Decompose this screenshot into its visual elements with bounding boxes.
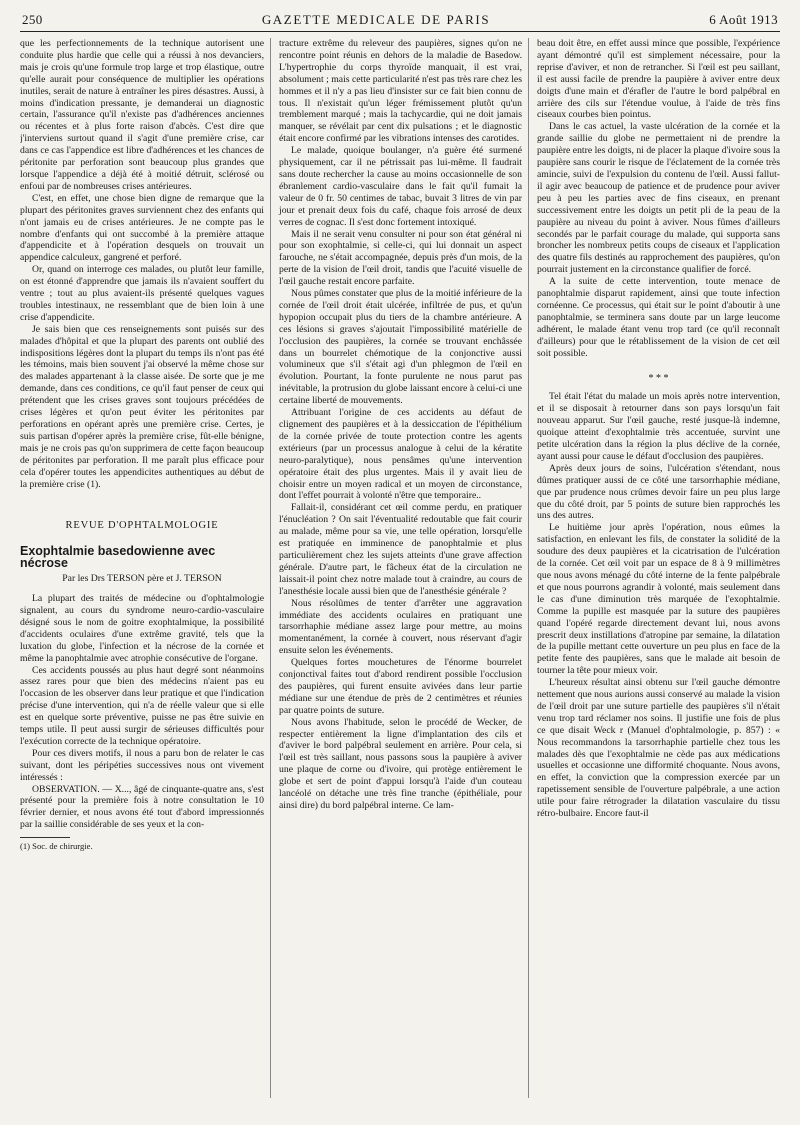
paragraph: Le huitième jour après l'opération, nous eûmes la satisfaction, en enlevant les fils, de constater la solidité de la soudure des deux paupières et la cicatrisation de l'ulcération de la cornée. Cet œil voit par un espace de 8 à 9 millimètres que nous avons ménagé du côté interne de la fente palpébrale et que nous pourrons agrandir à volonté, mais seulement dans le cas d'une diminution très marquée de l'exophtalmie. Comme la pupille est masquée par la suture des paupières quand l'opéré regarde directement devant lui, nous avons prescrit deux instillations d'atropine par semaine, la dilatation de la pupille mettant cette ouverture un peu plus en face de la petite fente des paupières, sans que le malade ait besoin de tourner la tête pour mieux voir. [537, 522, 780, 677]
paragraph: Mais il ne serait venu consulter ni pour son état général ni pour son exophtalmie, si celle-ci, qui lui donnait un aspect farouche, ne s'était accompagnée, depuis près d'un mois, de la perte de la vision de l'œil droit, tandis que l'acuité visuelle de l'œil gauche restait encore parfaite. [279, 228, 522, 288]
page-number: 250 [22, 12, 43, 27]
paragraph: Attribuant l'origine de ces accidents au défaut de clignement des paupières et à la dessiccation de l'épithélium de la cornée privée de toute protection contre les agents extérieurs (par un processus analogue à celui de la kératite neuro-paralytique), nous pensâmes qu'une intervention opératoire était des plus urgentes. Mais il y avait lieu de choisir entre un moyen radical et un moyen de circonstance, dont l'effet pourrait à volonté n'être que temporaire.. [279, 407, 522, 502]
paragraph: Or, quand on interroge ces malades, ou plutôt leur famille, on est étonné d'apprendre que jamais ils n'avaient souffert du ventre ; tout au plus avaient-ils présenté quelques vagues troubles intestinaux, ne ressemblant que de bien loin à une crise d'appendicite. [20, 264, 264, 323]
paragraph: OBSERVATION. — X..., âgé de cinquante-quatre ans, s'est présenté pour la première fois à notre consultation le 10 février dernier, et nous avons été tout d'abord impressionnés par la saillie considérable de ses yeux et la con- [20, 783, 264, 831]
paragraph: Pour ces divers motifs, il nous a paru bon de relater le cas suivant, dont les péripéties successives nous ont vivement intéressés : [20, 747, 264, 783]
section-separator: * * * [648, 373, 669, 385]
journal-title: GAZETTE MEDICALE DE PARIS [261, 12, 491, 27]
paragraph: C'est, en effet, une chose bien digne de remarque que la plupart des péritonites graves surviennent chez des enfants qui n'ont jamais eu de crises antérieures. Je ne compte pas le nombre d'enfants qui ont succombé à la première attaque d'appendicite et à l'opération desquels on trouvait un appendice calculeux, gangrené et perforé. [20, 192, 264, 264]
footnote-divider [20, 837, 70, 838]
paragraph: tracture extrême du releveur des paupières, signes qu'on ne rencontre point réunis en dehors de la maladie de Basedow. L'hypertrophie du corps thyroïde manquait, il est vrai, absolument ; mais cette particularité n'est pas très rare chez les hommes et il n'y a pas lieu d'insister sur ce fait bien connu de tous. Il n'existait qu'un léger frémissement plutôt qu'un tremblement marqué ; mais la tachycardie, qui ne doit jamais manquer, se révélait par cent dix pulsations ; et le diagnostic était encore confirmé par les vibrations intenses des carotides. [279, 38, 522, 145]
paragraph: A la suite de cette intervention, toute menace de panophtalmie disparut rapidement, ainsi que toute infection cornéenne. Ce processus, qui était sur le point d'aboutir à une panophtalmie, se terminera sans doute par un large leucome adhérent, le malade étant venu trop tard (ce qu'il reconnaît d'ailleurs) pour que le rétablissement de la vision de cet œil soit possible. [537, 276, 780, 359]
article-authors: Par les Drs TERSON père et J. TERSON [62, 573, 222, 585]
column-2 [270, 38, 522, 1098]
paragraph: Fallait-il, considérant cet œil comme perdu, en pratiquer l'énucléation ? On sait l'éventualité redoutable que fait courir au malade, même pour sa vie, une telle opération, lorsqu'elle est pratiquée en imminence de panophtalmie et plus particulièrement chez les sujets atteints d'une grave affection générale. D'autre part, le fâcheux état de la circulation ne laissait-il point chez notre malade tout à craindre, au cours de l'anesthésie locale aussi bien que de l'anesthésie générale ? [279, 502, 522, 597]
running-head [20, 12, 780, 32]
column-3 [528, 38, 780, 1098]
paragraph: Quelques fortes mouchetures de l'énorme bourrelet conjonctival faites tout d'abord rendirent possible l'occlusion des paupières, qui furent ensuite avivées dans leur partie médiane sur une étendue de près de 2 centimètres et réunies par quatre points de suture. [279, 657, 522, 716]
paragraph: que les perfectionnements de la technique autorisent une conduite plus hardie que celle qui a réussi à nos devanciers, mais je crois qu'une formule trop large et trop élastique, outre qu'elle aurait pour conséquence de multiplier les opérations inutiles, serait de nature à entraîner les pires désastres. Aussi, à moins d'indication pressante, je demanderai un diagnostic certain, l'assurance qu'il n'existe pas d'adhérences anciennes ou récentes et à plus forte raison d'abcès. C'est dire que j'interviens surtout quand il s'agit d'une première crise, car dans ce cas l'appendice est libre d'adhérences et les chances de péritonite par perforation sont beaucoup plus grandes que lorsque l'appendice a déjà été à moitié détruit, sclérosé ou enfoui par de nombreuses crises antérieures. [20, 38, 264, 192]
paragraph: Le malade, quoique boulanger, n'a guère été surmené physiquement, car il ne pétrissait pas lui-même. Il faudrait sans doute rechercher la cause au moins occasionnelle de son ébranlement cardio-vasculaire dans le fait qu'il fumait la valeur de 0 fr. 50 centimes de tabac, buvait 3 litres de vin par jour et prenait deux fois du café, chaque fois arrosé de deux verres de cognac. Il s'est donc fortement intoxiqué. [279, 145, 522, 228]
paragraph: Nous résolûmes de tenter d'arrêter une aggravation immédiate des accidents oculaires en pratiquant une tarsorrhaphie médiane assez large pour mettre, au moins momentanément, la cornée à couvert, nous réservant d'agir ensuite selon les événements. [279, 597, 522, 657]
footnote: (1) Soc. de chirurgie. [20, 841, 93, 852]
paragraph: Nous avons l'habitude, selon le procédé de Wecker, de respecter entièrement la ligne d'implantation des cils et d'aviver le bord palpébral seulement en arrière. Pour cela, si l'œil est très saillant, nous passons sous la paupière à aviver une plaque de corne ou d'ivoire, qui protège entièrement le globe et sert de point d'appui lorsqu'à l'aide d'un couteau lancéolé on détache une très fine tranche (épithéliale, pour ainsi dire) du bord palpébral interne. Ce lam- [279, 716, 522, 811]
paragraph: beau doit être, en effet aussi mince que possible, l'expérience ayant démontré qu'il est simplement nécessaire, pour la reprise d'aviver, et non de retrancher. Si l'œil est peu saillant, il est aussi facile de prendre la paupière à aviver entre deux doigts d'une main et d'érafler de l'autre le bord palpébral en arrière des cils sur l'étendue voulue, à l'aide de très fins ciseaux courbes bien pointus. [537, 38, 780, 121]
paragraph: La plupart des traités de médecine ou d'ophtalmologie signalent, au cours du syndrome neuro-cardio-vasculaire désigné sous le nom de goitre exophtalmique, la possibilité d'accidents oculaires d'une extrême gravité, tels que la luxation du globe, l'infection et la nécrose de la cornée et même la panophtalmie avec atrophie consécutive de l'organe. [20, 593, 264, 664]
section-heading: REVUE D'OPHTALMOLOGIE [65, 520, 219, 532]
column-1 [20, 38, 264, 1098]
paragraph: L'heureux résultat ainsi obtenu sur l'œil gauche démontre nettement que nous aurions aussi conservé au malade la vision de l'œil droit par une suture partielle des paupières s'il n'était venu trop tard réclamer nos soins. Il justifie une fois de plus ce que disait Weck r (Manuel d'ophtalmologie, p. 857) : « Nous recommandons la tarsorrhaphie partielle chez tous les malades dès que l'exophtalmie ne cède pas aux médications usuelles et occasionne une difformité choquante. Nous avons, en effet, la conviction que la compression exercée par un rapetissement sensible de l'ouverture palpébrale, a une action utile pour faire rétrograder la dilatation vasculaire du tissu rétro-bulbaire. Encore faut-il [537, 677, 780, 820]
paragraph: Je sais bien que ces renseignements sont puisés sur des malades d'hôpital et que la plupart des parents ont oublié des indispositions légères dont la plupart du temps ils n'ont pas été les témoins, mais bien souvent j'ai observé la même chose sur des malades appartenant à la classe aisée. De sorte que je me demande, dans ces conditions, ce qu'il faut penser de ceux qui prétendent que les crises graves sont toujours précédées de crises légères et qu'on peut éviter les péritonites par perforations en opérant après une première crise. Certes, je suis partisan d'opérer après la première crise, fût-elle bénigne, mais je ne crois pas qu'on supprimera de cette façon beaucoup de péritonites par perforation. Il me paraît plus efficace pour cela d'opérer toutes les appendicites authentiques au début de la première crise (1). [20, 323, 264, 490]
article-title: Exophtalmie basedowienne avec nécrose [20, 544, 216, 571]
issue-date: 6 Août 1913 [709, 12, 778, 27]
paragraph: Ces accidents poussés au plus haut degré sont néanmoins assez rares pour que bien des médecins n'aient pas eu l'occasion de les observer dans leur pratique et que l'indication précise d'une intervention, qui n'a de réelle valeur que si elle est en quelque sorte préventive, puisse ne pas être suivie en temps utile. Il peut aussi surgir de sérieuses difficultés pour l'exécution correcte de la technique opératoire. [20, 664, 264, 747]
text-columns [20, 38, 780, 1098]
paragraph: Dans le cas actuel, la vaste ulcération de la cornée et la grande saillie du globe ne permettaient ni de prendre la paupière entre les doigts, ni de placer la plaque d'ivoire sous la paupière sans courir le risque de l'éclatement de la cornée très amincie, suivi de l'expulsion du contenu de l'œil. Aussi fallut-il agir avec beaucoup de patience et de prudence pour aviver peu à peu les parties avec de fins ciseaux, en prenant successivement entre les doigts un petit pli de la peau de la paupière au niveau du point à aviver. Nous fûmes d'ailleurs secondés par le parfait courage du malade, qui supporta sans broncher les nombreux petits coups de ciseaux et l'application des quatre fils destinés au rapprochement des paupières, qu'on pourrait justement en la circonstance qualifier de forcé. [537, 121, 780, 276]
paragraph: Après deux jours de soins, l'ulcération s'étendant, nous dûmes pratiquer aussi de ce côté une tarsorrhaphie médiane, que par prudence nous crûmes devoir faire un peu plus large que du côté droit, par 5 points de suture bien rapprochés les uns des autres. [537, 462, 780, 522]
paragraph: Tel était l'état du malade un mois après notre intervention, et il se disposait à retourner dans son pays lorsqu'un fait nouveau apparut. Sur l'œil gauche, resté jusque-là indemne, quoique atteint d'exophtalmie très accentuée, survint une petite ulcération dans la région la plus déclive de la cornée, ayant aussi pour cause le défaut d'occlusion des paupières. [537, 391, 780, 462]
paragraph: Nous pûmes constater que plus de la moitié inférieure de la cornée de l'œil droit était ulcérée, infiltrée de pus, et qu'un hypopion occupait plus du tiers de la chambre antérieure. A ces lésions si graves s'ajoutait l'impossibilité matérielle de l'occlusion des paupières, la cornée se trouvant enchâssée dans un bourrelet chémotique de la conjonctive aussi volumineux que s'il s'était agi d'un phlegmon de l'œil en évolution. Pourtant, la fonte purulente ne nous parut pas inévitable, la protrusion du globe laissant encore à celui-ci une certaine liberté de mouvements. [279, 288, 522, 407]
